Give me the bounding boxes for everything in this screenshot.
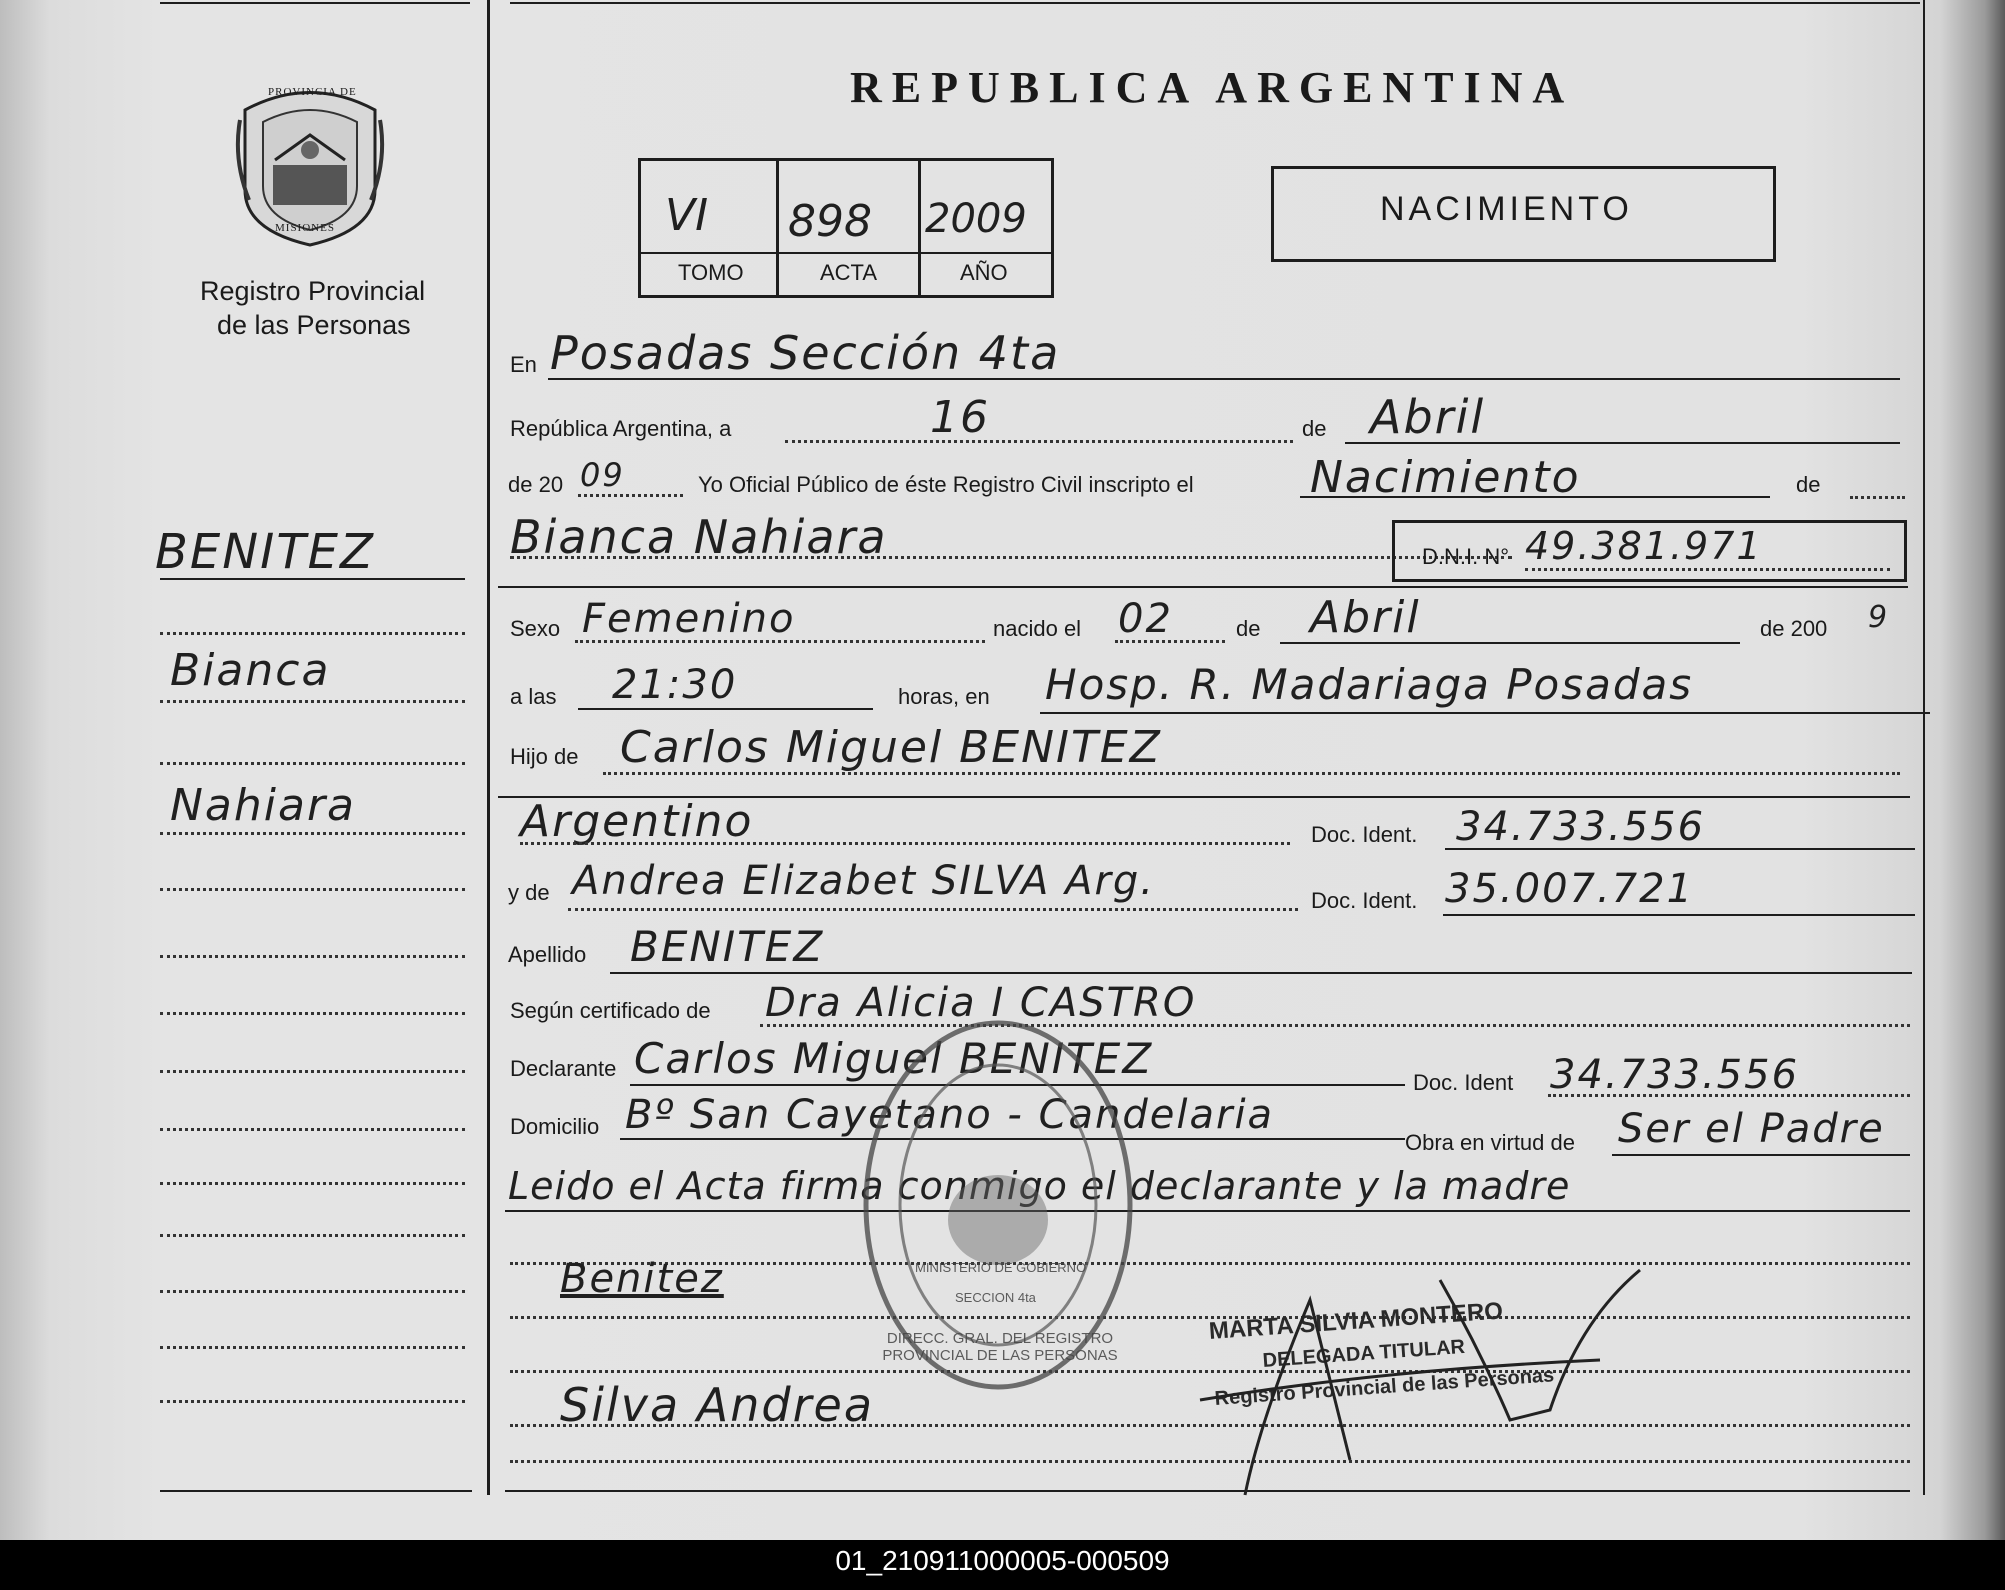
doc-ident-label-1: Doc. Ident. (1311, 822, 1418, 847)
row6-rule-b (1040, 712, 1930, 714)
note-value: Leido el Acta firma conmigo el declarante y la madre (508, 1164, 1571, 1208)
acta-label: ACTA (820, 260, 878, 285)
declarante-value: Carlos Miguel BENITEZ (634, 1034, 1154, 1083)
record-divider-2 (918, 158, 921, 298)
record-divider-1 (776, 158, 779, 298)
official-stamp-registry: Registro Provincial de las Personas (1214, 1364, 1555, 1410)
round-seal-outer-text: DIRECC. GRAL. DEL REGISTRO PROVINCIAL DE LAS PERSONAS (882, 1330, 1118, 1364)
row7-dots (603, 772, 1900, 775)
republica-label: República Argentina, a (510, 416, 732, 441)
signature-declarante: Benitez (560, 1256, 724, 1302)
tomo-label: TOMO (678, 260, 744, 285)
a-las-label: a las (510, 684, 557, 709)
en-value: Posadas Sección 4ta (550, 326, 1061, 380)
year-value: 09 (580, 456, 625, 494)
nacido-label: nacido el (993, 616, 1082, 641)
doc-ident-label-3: Doc. Ident (1413, 1070, 1514, 1095)
name-value: Bianca Nahiara (510, 510, 888, 564)
domicilio-value: Bº San Cayetano - Candelaria (625, 1092, 1275, 1138)
margin-first-name: Bianca (170, 645, 331, 696)
row2-rule-b (1345, 442, 1900, 444)
top-rule-right (510, 2, 1920, 4)
margin-dots-11 (160, 1182, 465, 1185)
row3-dots-a (578, 494, 683, 497)
acta-value: 898 (788, 196, 872, 247)
father-doc-value: 34.733.556 (1456, 804, 1706, 850)
obra-value: Ser el Padre (1618, 1106, 1885, 1152)
row8-dots-a (520, 842, 1290, 845)
row2-dots-a (785, 440, 1293, 443)
registry-name-line2: de las Personas (217, 310, 411, 340)
sexo-label: Sexo (510, 616, 561, 641)
dni-label: D.N.I. N° (1422, 544, 1510, 569)
mother-value: Andrea Elizabet SILVA Arg. (572, 858, 1155, 904)
margin-dots-10 (160, 1128, 465, 1131)
margin-rule-1 (160, 578, 465, 580)
row10-rule (610, 972, 1912, 974)
de-label-1: de (1302, 416, 1327, 441)
father-nationality-value: Argentino (520, 796, 754, 847)
footer-code: 01_210911000005-000509 (835, 1545, 1170, 1576)
margin-surname: BENITEZ (155, 524, 375, 580)
sexo-value: Femenino (582, 596, 796, 642)
margin-middle-name: Nahiara (170, 780, 357, 831)
birth-day-value: 02 (1118, 596, 1173, 642)
round-seal-bottom-text: SECCION 4ta (955, 1290, 1036, 1305)
day-value: 16 (930, 392, 990, 443)
anio-value: 2009 (925, 196, 1027, 242)
document-type-label: NACIMIENTO (1380, 190, 1633, 228)
right-border (1923, 0, 1925, 1495)
apellido-value: BENITEZ (630, 922, 825, 971)
record-label-rule (638, 252, 1054, 254)
row9-dots-a (568, 908, 1298, 911)
row5-dots-a (575, 640, 985, 643)
margin-dots-8 (160, 1012, 465, 1015)
en-label: En (510, 352, 537, 377)
margin-dots-14 (160, 1346, 465, 1349)
row3-rule-b (1300, 496, 1770, 498)
certificado-label: Según certificado de (510, 998, 711, 1023)
margin-dots-9 (160, 1070, 465, 1073)
obra-label: Obra en virtud de (1405, 1130, 1575, 1155)
row12-dots-b (1548, 1094, 1910, 1097)
margin-dots-6 (160, 888, 465, 891)
official-stamp-title: DELEGADA TITULAR (1262, 1335, 1466, 1372)
time-value: 21:30 (612, 662, 738, 708)
dni-dots (1525, 568, 1890, 571)
hijo-label: Hijo de (510, 744, 579, 769)
declarante-label: Declarante (510, 1056, 617, 1081)
margin-dots-2 (160, 632, 465, 635)
emblem-bottom-text: MISIONES (275, 222, 335, 234)
horas-label: horas, en (898, 684, 990, 709)
row5-dots-b (1115, 640, 1225, 643)
margin-dots-12 (160, 1234, 465, 1237)
official-stamp-name: MARTA SILVIA MONTERO (1208, 1297, 1504, 1345)
round-seal-inner-text: MINISTERIO DE GOBIERNO (915, 1260, 1087, 1275)
de-label-3: de (1236, 616, 1261, 641)
mother-doc-value: 35.007.721 (1445, 866, 1695, 912)
certificado-value: Dra Alicia I CASTRO (765, 980, 1197, 1026)
row1-rule (548, 378, 1900, 380)
de-200-label: de 200 (1760, 616, 1828, 641)
row14-rule (505, 1210, 1910, 1212)
y-de-label: y de (508, 880, 550, 905)
de-label-2: de (1796, 472, 1821, 497)
margin-dots-7 (160, 955, 465, 958)
declarante-doc-value: 34.733.556 (1550, 1052, 1800, 1098)
place-value: Hosp. R. Madariaga Posadas (1045, 660, 1694, 709)
emblem-top-text: PROVINCIA DE (268, 86, 357, 98)
domicilio-label: Domicilio (510, 1114, 600, 1139)
doc-ident-label-2: Doc. Ident. (1311, 888, 1418, 913)
page-title: REPUBLICA ARGENTINA (850, 63, 1575, 112)
row8-rule-b (1445, 848, 1915, 850)
margin-dots-3 (160, 700, 465, 703)
margin-dots-5 (160, 832, 465, 835)
oficial-label: Yo Oficial Público de éste Registro Civil inscripto el (698, 472, 1194, 497)
official-signature (1180, 1260, 1660, 1500)
row3-dots-c (1850, 496, 1905, 499)
margin-bottom-rule (160, 1490, 472, 1492)
row4-dots (510, 556, 1512, 559)
month-value: Abril (1370, 390, 1486, 444)
tomo-value: VI (665, 190, 709, 241)
margin-dots-4 (160, 762, 465, 765)
row13-rule-b (1612, 1154, 1910, 1156)
birth-month-value: Abril (1310, 592, 1421, 643)
inscripto-value: Nacimiento (1310, 452, 1581, 503)
row6-rule-a (578, 708, 873, 710)
margin-divider (487, 0, 490, 1495)
year-prefix: de 20 (508, 472, 564, 497)
signature-mother: Silva Andrea (560, 1378, 875, 1432)
top-rule-left (160, 2, 470, 4)
margin-dots-13 (160, 1290, 465, 1293)
father-value: Carlos Miguel BENITEZ (620, 722, 1162, 773)
birth-year-value: 9 (1868, 600, 1890, 635)
dni-value: 49.381.971 (1525, 524, 1763, 568)
margin-dots-15 (160, 1400, 465, 1403)
row9-rule-b (1443, 914, 1915, 916)
row5-rule-c (1280, 642, 1740, 644)
registry-name-line1: Registro Provincial (200, 276, 426, 306)
row4-rule (498, 586, 1908, 588)
anio-label: AÑO (960, 260, 1008, 285)
apellido-label: Apellido (508, 942, 587, 967)
